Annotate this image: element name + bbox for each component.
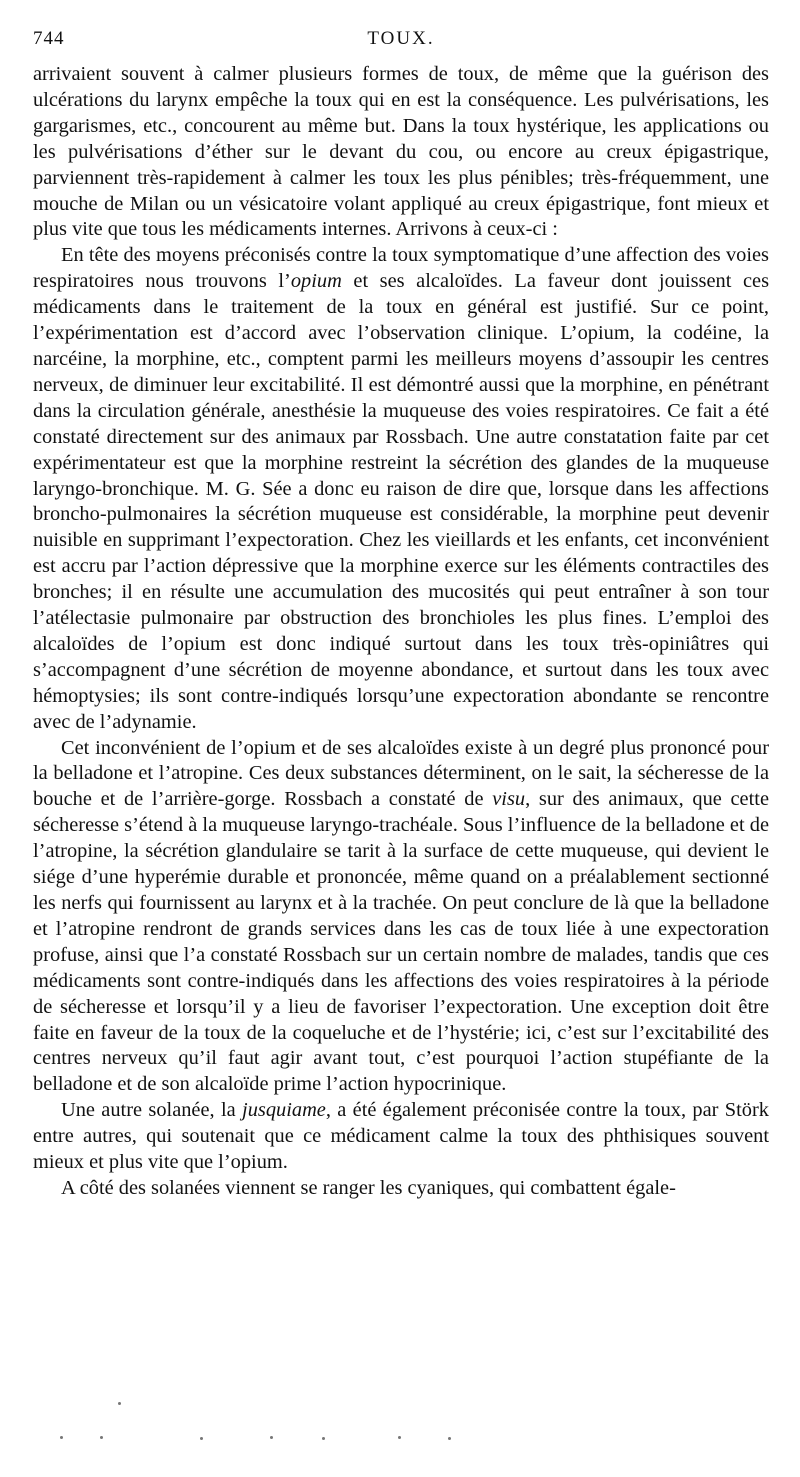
paragraph: [33, 736, 769, 1099]
paragraph-text: En tête des moyens préconisés contre la toux symptomatique d’une affection des voies respiratoires nous trouvons l’: [33, 244, 769, 293]
page-number: 744: [33, 28, 65, 49]
paragraph: [33, 1176, 769, 1202]
document-page: [33, 28, 769, 1202]
paragraph-text: A côté des solanées viennent se ranger les cyaniques, qui combattent égale-: [61, 1176, 676, 1199]
paragraph-text: arrivaient souvent à calmer plusieurs formes de toux, de même que la guérison des ulcérations du larynx empêche la toux qui en est la conséquence. Les pulvérisations, les gargarismes, etc., concourent au même but. Dans la toux hystérique, les applications ou les pulvérisations d’éther sur le devant du cou, ou encore au creux épigastrique, parviennent très-rapidement à calmer les toux les plus pénibles; très-fréquemment, une mouche de Milan ou un vésicatoire volant appliqué au creux épigastrique, font mieux et plus vite que tous les médicaments internes. Arrivons à ceux-ci :: [33, 63, 769, 241]
paragraph: [33, 1098, 769, 1176]
page-specks: [60, 1398, 500, 1448]
paragraph-text: Cet inconvénient de l’opium et de ses alcaloïdes existe à un degré plus prononcé pour la belladone et l’atropine. Ces deux substances déterminent, on le sait, la sécheresse de la bouche et de l’arrière-gorge. Rossbach a constaté de: [33, 736, 769, 811]
paragraph-text: et ses alcaloïdes. La faveur dont jouissent ces médicaments dans le traitement de la toux en général est justifié. Sur ce point, l’expérimentation est d’accord avec l’observation clinique. L’opium, la codéine, la narcéine, la morphine, etc., comptent parmi les meilleurs moyens d’assoupir les centres nerveux, de diminuer leur excitabilité. Il est démontré aussi que la morphine, en pénétrant dans la circulation générale, anesthésie la muqueuse des voies respiratoires. Ce fait a été constaté directement sur des animaux par Rossbach. Une autre constatation faite par cet expérimentateur est que la morphine restreint la sécrétion des glandes de la muqueuse laryngo-bronchique. M. G. Sée a donc eu raison de dire que, lorsque dans les affections broncho-pulmonaires la sécrétion muqueuse est considérable, la morphine peut devenir nuisible en supprimant l’expectoration. Chez les vieillards et les enfants, cet inconvénient est accru par l’action dépressive que la morphine exerce sur les éléments contractiles des bronches; il en résulte une accumulation des mucosités qui peut entraîner à son tour l’atélectasie pulmonaire par obstruction des bronchioles les plus fines. L’emploi des alcaloïdes de l’opium est donc indiqué surtout dans les toux très-opiniâtres qui s’accompagnent d’une sécrétion de moyenne abondance, et surtout dans les toux avec hémoptysies; ils sont contre-indiqués lorsqu’une expectoration abondante se rencontre avec de l’adynamie.: [33, 270, 770, 733]
italic-term: jusquiame: [242, 1099, 326, 1122]
paragraph: [33, 62, 769, 243]
italic-term: visu: [492, 788, 526, 811]
body-text: [33, 62, 769, 1202]
italic-term: opium: [290, 270, 342, 293]
paragraph-text: , sur des animaux, que cette sécheresse s’étend à la muqueuse laryngo-trachéale. Sous l’influence de la belladone et de l’atropine, la sécrétion glandulaire se tarit à la surface de cette muqueuse, qui devient le siége d’une hyperémie durable et prononcée, même quand on a préalablement sectionné les nerfs qui fournissent au larynx et à la trachée. On peut conclure de là que la belladone et l’atropine rendront de grands services dans les cas de toux liée à une expectoration profuse, ainsi que l’a constaté Rossbach sur un certain nombre de malades, tandis que ces médicaments sont contre-indiqués dans les affections des voies respiratoires à la période de sécheresse et lorsqu’il y a lieu de favoriser l’expectoration. Une exception doit être faite en faveur de la toux de la coqueluche et de l’hystérie; ici, c’est sur l’excitabilité des centres nerveux qu’il faut agir avant tout, c’est pourquoi l’action stupéfiante de la belladone et de son alcaloïde prime l’action hypocrinique.: [33, 788, 769, 1096]
paragraph-text: , a été également préconisée contre la toux, par Störk entre autres, qui soutenait que ce médicament calme la toux des phthisiques souvent mieux et plus vite que l’opium.: [33, 1099, 769, 1174]
paragraph: [33, 243, 769, 735]
page-header: [33, 28, 769, 62]
paragraph-text: Une autre solanée, la: [61, 1099, 243, 1122]
running-title: TOUX.: [367, 28, 435, 49]
